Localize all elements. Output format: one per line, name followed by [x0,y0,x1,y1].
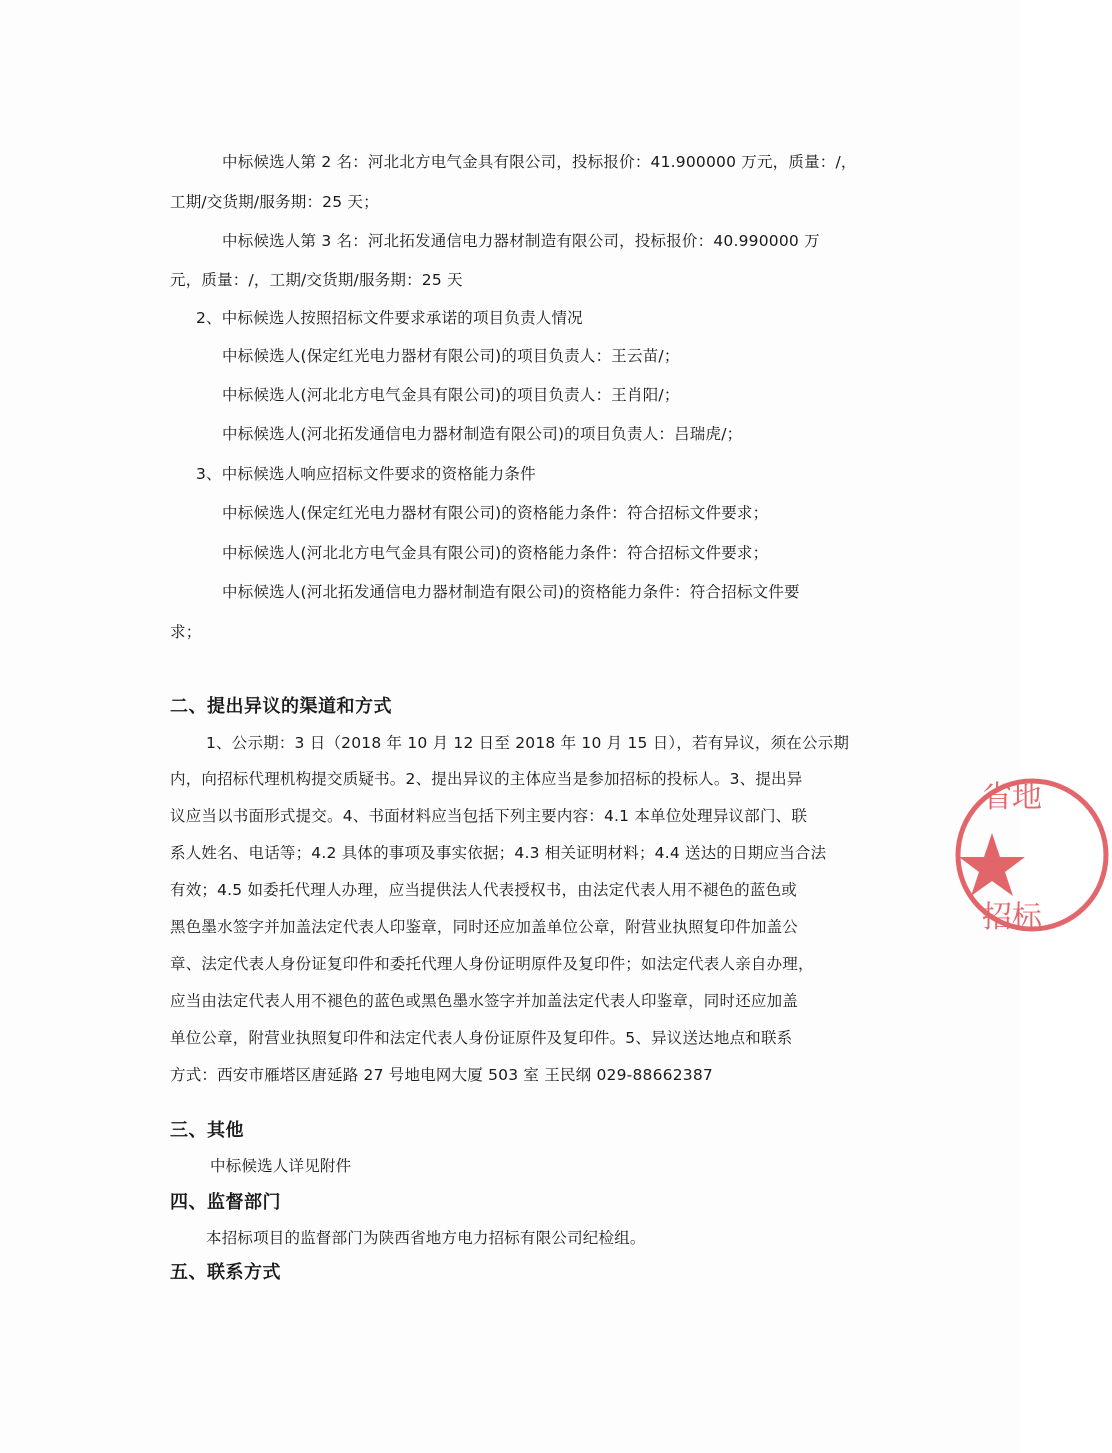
candidate-2-line1: 中标候选人第 2 名：河北北方电气金具有限公司，投标报价：41.900000 万元，质量：/， [222,153,857,171]
objection-line: 方式：西安市雁塔区唐延路 27 号地电网大厦 503 室 王民纲 029-88662387 [170,1066,713,1084]
section-3-title: 3、中标候选人响应招标文件要求的资格能力条件 [196,465,536,483]
objection-line: 议应当以书面形式提交。4、书面材料应当包括下列主要内容：4.1 本单位处理异议部门、联 [170,807,808,825]
objection-line: 系人姓名、电话等；4.2 具体的事项及事实依据；4.3 相关证明材料；4.4 送达的日期应当合法 [170,844,827,862]
supervision-text: 本招标项目的监督部门为陕西省地方电力招标有限公司纪检组。 [206,1229,646,1247]
supervision-heading: 四、监督部门 [170,1192,281,1213]
section-3-item: 中标候选人(河北拓发通信电力器材制造有限公司)的资格能力条件：符合招标文件要 [222,583,800,601]
objection-line: 应当由法定代表人用不褪色的蓝色或黑色墨水签字并加盖法定代表人印鉴章，同时还应加盖 [170,992,799,1010]
objection-line: 章、法定代表人身份证复印件和委托代理人身份证明原件及复印件；如法定代表人亲自办理， [170,955,814,973]
candidate-3-line2: 元，质量：/，工期/交货期/服务期：25 天 [170,271,463,289]
other-text: 中标候选人详见附件 [210,1157,352,1175]
seal-text-bottom: 招标 [982,900,1042,935]
objection-line: 单位公章，附营业执照复印件和法定代表人身份证原件及复印件。5、异议送达地点和联系 [170,1029,793,1047]
seal-text-top: 省地 [982,780,1042,815]
section-3-item: 中标候选人(河北北方电气金具有限公司)的资格能力条件：符合招标文件要求； [222,544,769,562]
section-3-item: 中标候选人(保定红光电力器材有限公司)的资格能力条件：符合招标文件要求； [222,504,769,522]
section-2-item: 中标候选人(保定红光电力器材有限公司)的项目负责人：王云苗/； [222,347,680,365]
seal-star-icon [959,833,1025,896]
objection-line: 内，向招标代理机构提交质疑书。2、提出异议的主体应当是参加招标的投标人。3、提出异 [170,770,803,788]
section-2-item: 中标候选人(河北北方电气金具有限公司)的项目负责人：王肖阳/； [222,386,680,404]
other-heading: 三、其他 [170,1120,244,1141]
section-2-title: 2、中标候选人按照招标文件要求承诺的项目负责人情况 [196,309,583,327]
objection-line: 1、公示期：3 日（2018 年 10 月 12 日至 2018 年 10 月 15 日），若有异议，须在公示期 [206,734,850,752]
official-seal-stamp [952,755,1112,955]
candidate-2-line2: 工期/交货期/服务期：25 天； [170,193,379,211]
section-3-item: 求； [170,623,202,641]
candidate-3-line1: 中标候选人第 3 名：河北拓发通信电力器材制造有限公司，投标报价：40.990000 万 [222,232,820,250]
section-2-item: 中标候选人(河北拓发通信电力器材制造有限公司)的项目负责人：吕瑞虎/； [222,425,743,443]
objection-line: 有效；4.5 如委托代理人办理，应当提供法人代表授权书，由法定代表人用不褪色的蓝色或 [170,881,797,899]
objection-line: 黑色墨水签字并加盖法定代表人印鉴章，同时还应加盖单位公章，附营业执照复印件加盖公 [170,918,799,936]
contact-heading: 五、联系方式 [170,1262,281,1283]
objection-heading: 二、提出异议的渠道和方式 [170,696,392,717]
